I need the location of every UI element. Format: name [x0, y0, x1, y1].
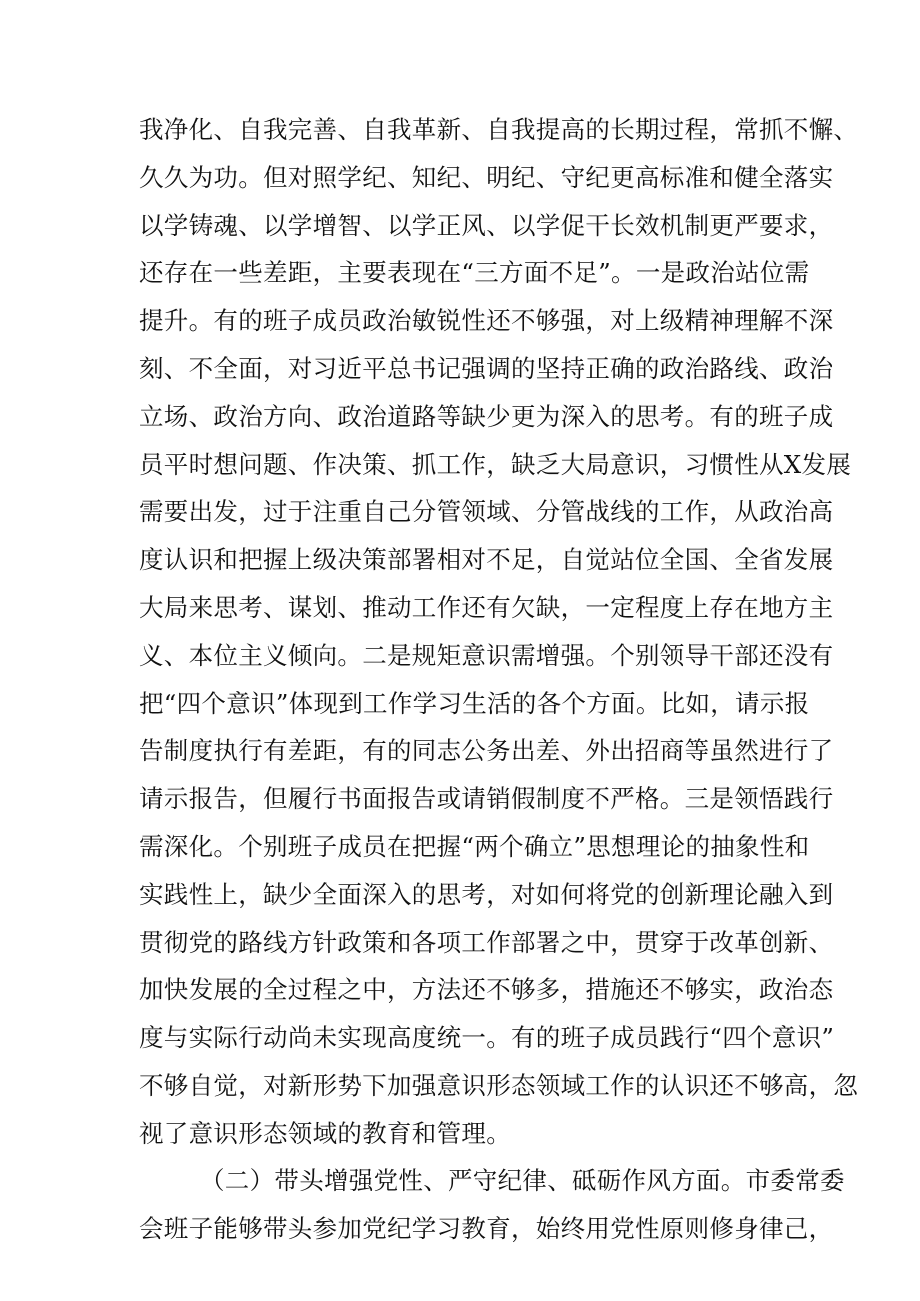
text-line: 需要出发，过于注重自己分管领域、分管战线的工作，从政治高 [139, 497, 834, 526]
text-line: 义、本位主义倾向。二是规矩意识需增强。个别领导干部还没有 [139, 641, 834, 670]
text-line: 还存在一些差距，主要表现在“三方面不足”。一是政治站位需 [139, 258, 810, 287]
text-line: 请示报告，但履行书面报告或请销假制度不严格。三是领悟践行 [139, 784, 834, 813]
text-line: 以学铸魂、以学增智、以学正风、以学促干长效机制更严要求， [139, 211, 834, 240]
text-line: 大局来思考、谋划、推动工作还有欠缺，一定程度上存在地方主 [139, 593, 834, 622]
text-line: 度与实际行动尚未实现高度统一。有的班子成员践行“四个意识” [139, 1023, 835, 1052]
text-line: 视了意识形态领域的教育和管理。 [139, 1119, 511, 1148]
text-line: 度认识和把握上级决策部署相对不足，自觉站位全国、全省发展 [139, 545, 834, 574]
text-line: 员平时想问题、作决策、抓工作，缺乏大局意识，习惯性从X发展 [139, 450, 852, 479]
text-line: 需深化。个别班子成员在把握“两个确立”思想理论的抽象性和 [139, 832, 810, 861]
text-line: 立场、政治方向、政治道路等缺少更为深入的思考。有的班子成 [139, 402, 834, 431]
text-line: 贯彻党的路线方针政策和各项工作部署之中，贯穿于改革创新、 [139, 928, 834, 957]
text-line: 久久为功。但对照学纪、知纪、明纪、守纪更高标准和健全落实 [139, 163, 834, 192]
section-heading-line: （二）带头增强党性、严守纪律、砥砺作风方面。市委常委 [200, 1166, 845, 1195]
text-line: 把“四个意识”体现到工作学习生活的各个方面。比如，请示报 [139, 689, 810, 718]
text-line: 实践性上，缺少全面深入的思考，对如何将党的创新理论融入到 [139, 880, 834, 909]
text-line: 告制度执行有差距，有的同志公务出差、外出招商等虽然进行了 [139, 736, 834, 765]
text-line: 不够自觉，对新形势下加强意识形态领域工作的认识还不够高，忽 [139, 1071, 859, 1100]
text-line: 刻、不全面，对习近平总书记强调的坚持正确的政治路线、政治 [139, 354, 834, 383]
text-line: 提升。有的班子成员政治敏锐性还不够强，对上级精神理解不深 [139, 306, 834, 335]
text-line: 加快发展的全过程之中，方法还不够多，措施还不够实，政治态 [139, 975, 834, 1004]
text-line: 会班子能够带头参加党纪学习教育，始终用党性原则修身律己， [139, 1214, 834, 1243]
text-line: 我净化、自我完善、自我革新、自我提高的长期过程，常抓不懈、 [139, 115, 859, 144]
